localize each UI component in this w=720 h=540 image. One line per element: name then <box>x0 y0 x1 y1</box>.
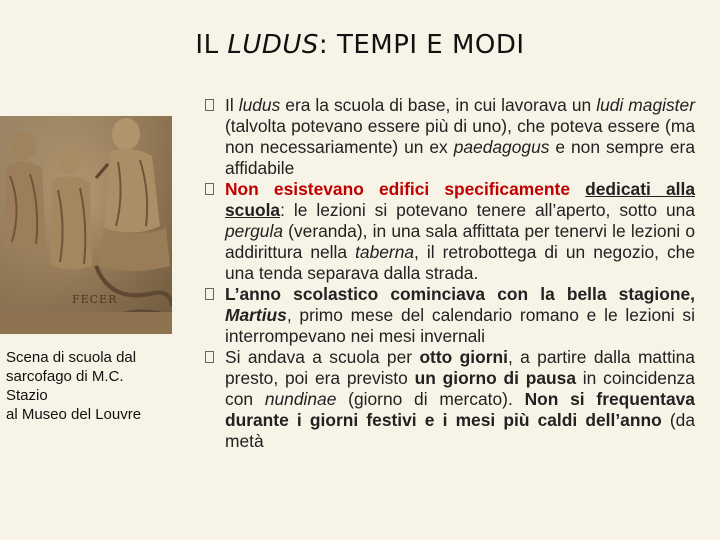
text-segment: (talvolta potevano essere più di uno), che poteva essere (ma non necessariamente) un ex <box>225 116 695 157</box>
text-segment: e non sempre era affidabile <box>225 137 696 178</box>
bullet-square-icon <box>205 351 214 363</box>
text-segment: Il <box>225 95 239 115</box>
text-segment: era la scuola di base, in cui lavorava un <box>280 95 597 115</box>
title-prefix: IL <box>195 30 228 60</box>
bullet-square-icon <box>205 183 214 195</box>
caption-line: sarcofago di M.C. <box>6 368 124 385</box>
text-segment: (veranda), in una sala affittata per tenervi le lezioni o addirittura nella <box>225 221 695 262</box>
bullet-square-icon <box>205 99 214 111</box>
title-italic: LUDUS <box>227 30 319 60</box>
bullet-square-icon <box>205 288 214 300</box>
text-segment: Martius <box>225 305 287 325</box>
text-segment: Si andava a scuola per <box>225 347 420 367</box>
text-segment: ludus <box>238 95 281 115</box>
bullet-item <box>205 347 695 452</box>
bullet-item <box>205 179 695 284</box>
text-segment: (giorno di mercato). <box>336 389 525 409</box>
sarcophagus-relief-image <box>0 116 172 334</box>
slide-title <box>0 30 720 60</box>
bullet-text <box>225 95 695 179</box>
bullet-text <box>225 347 695 452</box>
text-segment: pergula <box>225 221 284 241</box>
text-segment: taberna <box>355 242 415 262</box>
text-segment: nundinae <box>264 389 337 409</box>
caption-line: Stazio <box>6 387 48 404</box>
bullet-text <box>225 284 695 347</box>
bullet-item <box>205 95 695 179</box>
caption-line: Scena di scuola dal <box>6 349 137 366</box>
text-segment: , primo mese del calendario romano e le lezioni si interrompevano nei mesi invernali <box>225 305 695 346</box>
text-segment: un giorno di pausa <box>414 368 577 388</box>
text-segment: dedicati alla scuola <box>225 179 695 220</box>
text-segment: Non esistevano edifici specificamente <box>225 179 570 199</box>
bullet-text <box>225 179 695 284</box>
text-segment: paedagogus <box>453 137 550 157</box>
bullet-item <box>205 284 695 347</box>
caption-line: al Museo del Louvre <box>6 406 142 423</box>
text-segment: Non si frequentava durante i giorni festivi e i mesi più caldi dell’anno <box>225 389 695 430</box>
text-segment <box>570 179 585 199</box>
text-segment: L’anno scolastico cominciava con la bella stagione, <box>225 284 695 304</box>
text-segment: ludi magister <box>596 95 695 115</box>
text-segment: : le lezioni si potevano tenere all’aperto, sotto una <box>280 200 695 220</box>
relief-inscription: FECER <box>72 293 118 306</box>
text-segment: (da metà <box>225 410 695 451</box>
text-segment: in coincidenza con <box>225 368 695 409</box>
bullet-list <box>205 95 695 452</box>
text-segment: , il retrobottega di un negozio, che una tenda separava dalla strada. <box>225 242 695 283</box>
text-segment: , a partire dalla mattina presto, poi era previsto <box>225 347 695 388</box>
text-segment: otto giorni <box>419 347 508 367</box>
title-suffix: : TEMPI E MODI <box>318 30 525 60</box>
image-caption <box>6 348 176 424</box>
